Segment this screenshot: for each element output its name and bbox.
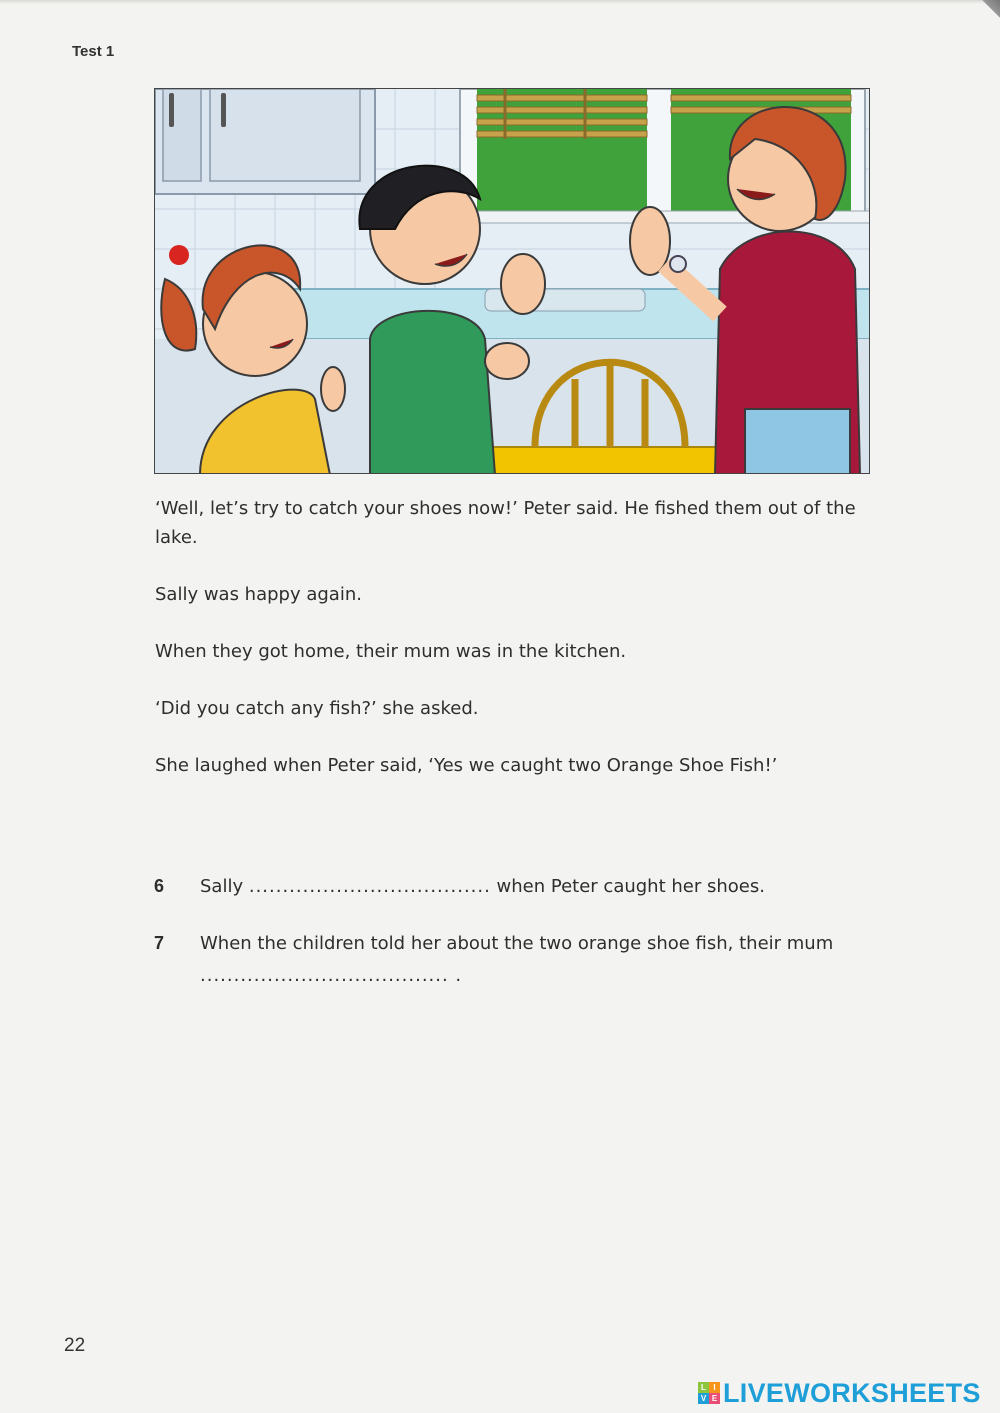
- story-paragraph: Sally was happy again.: [155, 584, 362, 605]
- logo-letter: L: [698, 1382, 709, 1393]
- liveworksheets-brand: [698, 1378, 981, 1408]
- liveworksheets-logo-icon: [698, 1382, 720, 1404]
- answer-blank-7[interactable]: ..................................... .: [200, 965, 463, 986]
- story-paragraph: When they got home, their mum was in the kitchen.: [155, 641, 627, 662]
- question-text-before: Sally: [200, 876, 249, 897]
- question-number: 6: [154, 876, 165, 896]
- story-paragraph: ‘Did you catch any fish?’ she asked.: [155, 698, 479, 719]
- page-corner-fold: [978, 0, 1000, 22]
- question-text: [200, 876, 765, 897]
- page-number: 22: [64, 1335, 86, 1356]
- logo-letter: V: [698, 1393, 709, 1404]
- question-text: When the children told her about the two orange shoe fish, their mum: [200, 933, 834, 954]
- kitchen-illustration: [154, 88, 870, 474]
- page-top-edge: [0, 0, 1000, 4]
- test-label: Test 1: [72, 43, 115, 60]
- story-text: [155, 494, 875, 780]
- logo-letter: E: [709, 1393, 720, 1404]
- logo-letter: I: [709, 1382, 720, 1393]
- question-text-after: when Peter caught her shoes.: [490, 876, 765, 897]
- question-number: 7: [154, 933, 165, 953]
- story-paragraph: She laughed when Peter said, ‘Yes we caught two Orange Shoe Fish!’: [155, 755, 778, 776]
- story-paragraph: ‘Well, let’s try to catch your shoes now!’ Peter said. He fished them out of the lake.: [155, 498, 856, 548]
- answer-blank-6[interactable]: ....................................: [248, 876, 491, 897]
- brand-name: LIVEWORKSHEETS: [723, 1377, 981, 1408]
